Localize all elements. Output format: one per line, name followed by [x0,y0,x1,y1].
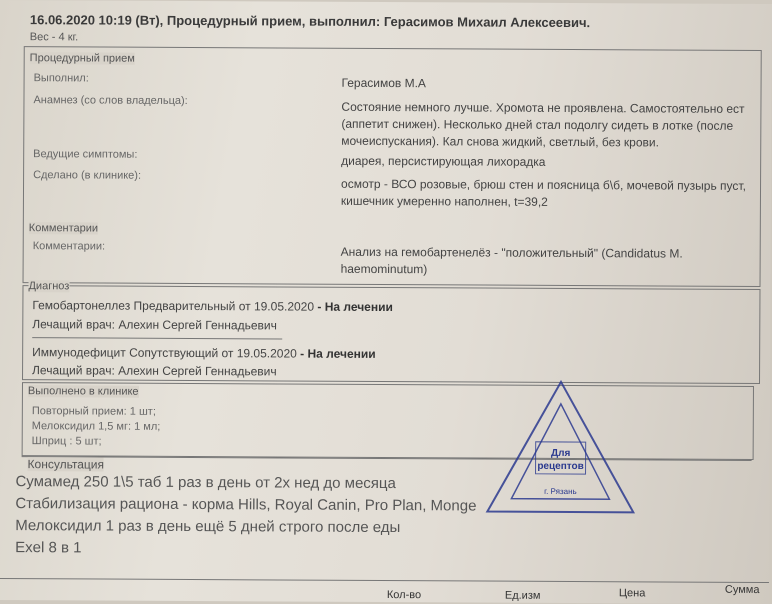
stamp-center-line1: Для [550,447,571,459]
procedure-section-title: Процедурный прием [29,52,135,65]
footer-col-unit: Ед.изм [504,589,541,602]
diagnosis-status: - На лечении [300,346,376,361]
comments-line: Анализ на гемобартенелёз - "положительный" (Candidatus M. [340,244,683,261]
diagnosis-name: Гемобартонеллез Предварительный от 19.05.2020 [32,298,318,314]
diagnosis-status: - На лечении [317,299,393,315]
symptoms-label: Ведущие симптомы: [33,148,138,161]
anamnesis-line: Состояние немного лучше. Хромота не проявлена. Самостоятельно ест [341,99,745,116]
comments-section-title: Комментарии [28,222,99,235]
consultation-section-title: Консультация [27,457,105,472]
consultation-line: Стабилизация рациона - корма Hills, Royal Canin, Pro Plan, Monge [15,495,477,515]
anamnesis-line: (аппетит снижен). Несколько дней стал подолгу сидеть в лотке (после [341,116,734,133]
symptoms-value: диарея, персистирующая лихорадка [341,153,546,169]
done-line: осмотр - ВСО розовые, брюш стен и поясница б\б, мочевой пузырь пуст, [341,176,746,193]
clinic-item: Мелоксидил 1,5 мг: 1 мл; [31,420,161,433]
diagnosis-item [32,345,376,361]
diagnosis-doctor: Лечащий врач: Алехин Сергей Геннадьевич [32,317,277,333]
consultation-line: Сумамед 250 1\5 таб 1 раз в день от 2х нед до месяца [15,473,396,493]
clinic-section-title: Выполнено в клинике [27,385,139,398]
performer-value: Герасимов М.А [341,75,426,91]
triangle-stamp [483,378,639,519]
diagnosis-doctor: Лечащий врач: Алехин Сергей Геннадьевич [32,363,277,379]
performer-label: Выполнил: [33,72,89,85]
diagnosis-section-title: Диагноз [28,280,70,293]
clinic-item: Повторный прием: 1 шт; [31,405,156,418]
anamnesis-label: Анамнез (со слов владельца): [33,94,188,107]
comments-line: haemominutum) [340,261,428,277]
diagnosis-name: Иммунодефицит Сопутствующий от 19.05.2020 [32,345,301,361]
stamp-bottom-text: г. Рязань [544,486,577,497]
clinic-item: Шприц : 5 шт; [31,435,102,448]
stamp-center-line2: рецептов [537,460,584,473]
footer-col-price: Цена [618,587,646,600]
weight-label: Вес - 4 кг. [29,31,79,44]
footer-col-qty: Кол-во [386,589,422,602]
comments-label: Комментарии: [32,240,106,253]
consultation-line: Мелоксидил 1 раз в день ещё 5 дней строго после еды [15,517,401,537]
diagnosis-item [32,298,393,314]
done-label: Сделано (в клинике): [33,169,142,182]
anamnesis-line: мочеиспускания). Кал снова жидкий, светлый, без крови. [341,133,659,150]
footer-divider [0,578,769,583]
footer-col-sum: Сумма [724,583,760,596]
consultation-line: Exel 8 в 1 [15,539,82,557]
done-line: кишечник умеренно наполнен, t=39,2 [340,193,548,209]
visit-header: 16.06.2020 10:19 (Вт), Процедурный прием, выполнил: Герасимов Михаил Алексеевич. [29,12,591,31]
